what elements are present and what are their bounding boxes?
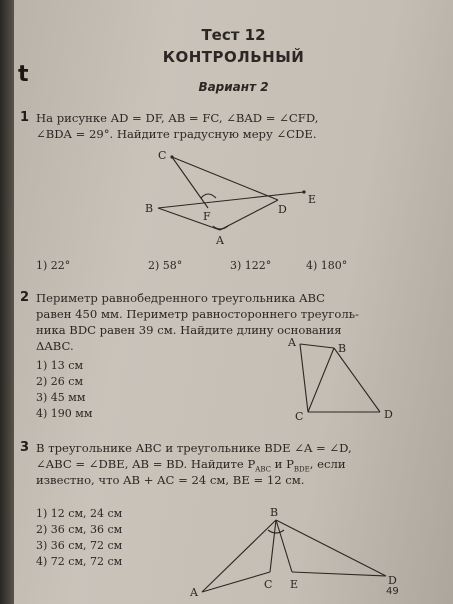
margin-tab-letter: t — [18, 62, 29, 87]
question-3-line-2: ∠ABC = ∠DBE, AB = BD. Найдите $P_{ABC}$ и $P_{BDE}$, если — [36, 457, 346, 474]
figure-2-label-d: D — [384, 408, 393, 421]
angle-arc-f — [201, 194, 216, 198]
segment-ab — [300, 344, 334, 348]
book-page — [14, 0, 453, 604]
question-1-figure — [14, 140, 453, 260]
question-1-line-2: ∠BDA = 29°. Найдите градусную меру ∠CDE. — [36, 127, 317, 141]
figure-3-label-b: B — [270, 506, 279, 519]
question-2-line-4: ΔABC. — [36, 339, 74, 353]
segment-bd — [276, 520, 386, 576]
segment-bd — [334, 348, 380, 412]
question-1-line-1: На рисунке AD = DF, AB = FC, ∠BAD = ∠CFD, — [36, 111, 319, 125]
figure-1-label-f: F — [203, 210, 211, 223]
question-2-option-3: 3) 45 мм — [36, 391, 86, 404]
segment-be — [276, 520, 292, 572]
test-title: Тест 12 — [201, 26, 266, 44]
figure-1-label-d: D — [278, 203, 287, 216]
figure-3-label-e: E — [290, 578, 299, 591]
segment-ba — [158, 208, 220, 230]
question-3-line-3: известно, что AB + AC = 24 см, BE = 12 см. — [36, 473, 305, 487]
segment-bc — [270, 520, 276, 572]
figure-1-label-b: B — [145, 202, 154, 215]
question-1-option-1: 1) 22° — [36, 259, 71, 272]
book-spine-shadow — [0, 0, 14, 604]
question-2-line-3: ника BDC равен 39 см. Найдите длину основания — [36, 323, 342, 337]
question-1-option-4: 4) 180° — [306, 259, 348, 272]
figure-3-label-a: A — [190, 586, 198, 599]
segment-bc — [308, 348, 334, 412]
question-1-number: 1 — [20, 110, 30, 125]
question-2-line-1: Периметр равнобедренного треугольника ABC — [36, 291, 326, 305]
figure-2-label-c: C — [295, 410, 304, 423]
segment-ac — [300, 344, 308, 412]
question-3-number: 3 — [20, 440, 30, 455]
figure-2-label-b: B — [338, 342, 347, 355]
variant-label: Вариант 2 — [198, 80, 269, 94]
figure-1-label-a: A — [216, 234, 224, 247]
segment-cd — [172, 157, 278, 200]
angle-arc-b — [268, 530, 284, 533]
question-2-option-2: 2) 26 см — [36, 375, 83, 388]
segment-ad — [220, 200, 278, 230]
question-2-option-1: 1) 13 см — [36, 359, 83, 372]
question-2-line-2: равен 450 мм. Периметр равностороннего треуголь- — [36, 307, 359, 321]
segment-ed — [292, 572, 386, 576]
figure-3-label-d: D — [388, 574, 397, 587]
question-3-option-3: 3) 36 см, 72 см — [36, 539, 123, 552]
question-3-option-2: 2) 36 см, 36 см — [36, 523, 123, 536]
figure-1-label-c: C — [158, 149, 167, 162]
question-2-number: 2 — [20, 290, 30, 305]
question-3-option-4: 4) 72 см, 72 см — [36, 555, 123, 568]
question-2-figure — [14, 330, 453, 430]
figure-3-label-c: C — [264, 578, 273, 591]
question-3-line-1: В треугольнике ABC и треугольнике BDE ∠A = ∠D, — [36, 441, 352, 455]
question-1-option-2: 2) 58° — [148, 259, 183, 272]
figure-1-label-e: E — [308, 193, 317, 206]
figure-2-label-a: A — [288, 336, 296, 349]
question-1-option-3: 3) 122° — [230, 259, 272, 272]
question-3-option-1: 1) 12 см, 24 см — [36, 507, 123, 520]
question-2-option-4: 4) 190 мм — [36, 407, 93, 420]
page-number: 49 — [386, 586, 399, 597]
test-subtitle: КОНТРОЛЬНЫЙ — [162, 48, 305, 66]
